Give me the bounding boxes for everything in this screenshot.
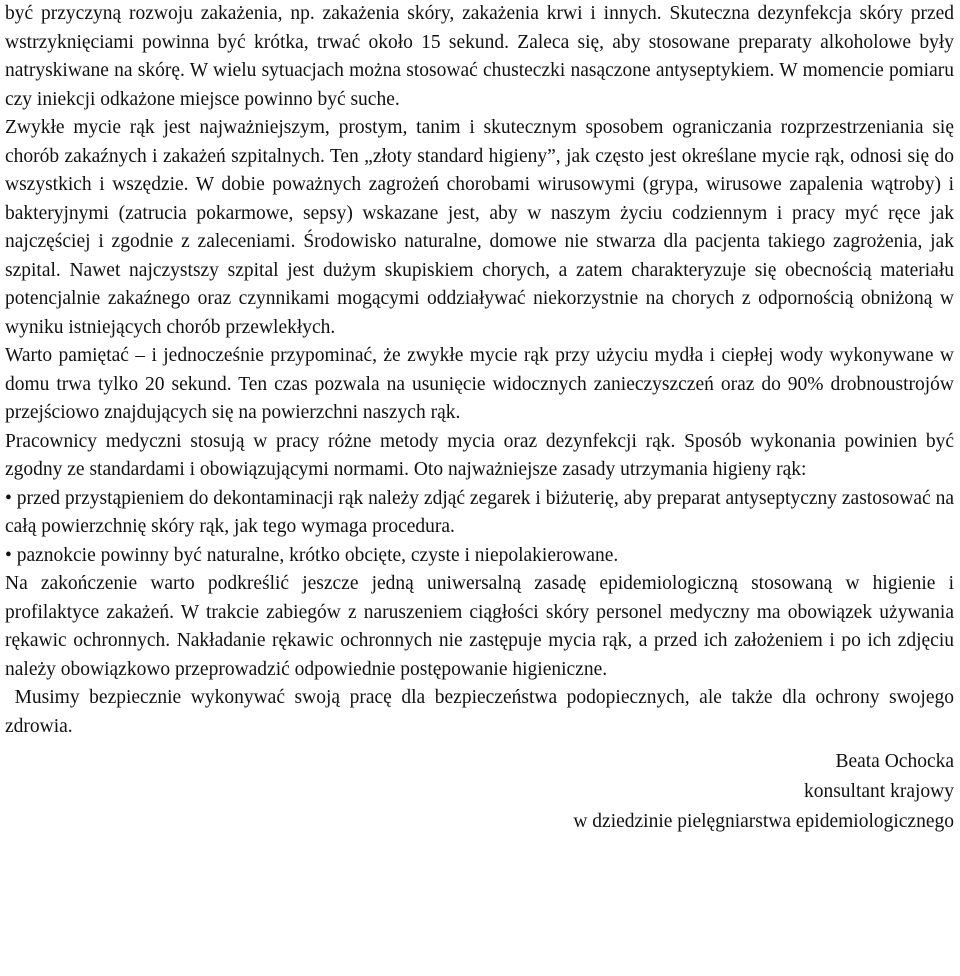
- bullet-item-nails: • paznokcie powinny być naturalne, krótko obcięte, czyste i niepolakierowane.: [5, 544, 619, 566]
- signature-name: Beata Ochocka: [835, 751, 954, 772]
- signature-field: w dziedzinie pielęgniarstwa epidemiologicznego: [573, 811, 954, 832]
- paragraph-wash-duration: Warto pamiętać – i jednocześnie przypominać, że zwykłe mycie rąk przy użyciu mydła i ciepłej wody wykonywane w domu trwa tylko 20 sekund. Ten czas pozwala na usunięcie widocznych zanieczyszczeń oraz do 90% drobnoustrojów przejściowo znajdujących się na powierzchni naszych rąk.: [5, 345, 954, 423]
- paragraph-disinfection: być przyczyną rozwoju zakażenia, np. zakażenia skóry, zakażenia krwi i innych. Skuteczna dezynfekcja skóry przed wstrzyknięciami powinna być krótka, trwać około 15 sekund. Zaleca się, aby stosowane preparaty alkoholowe były natryskiwane na skórę. W wielu sytuacjach można stosować chusteczki nasączone antyseptykiem. W momencie pomiaru czy iniekcji odkażone miejsce powinno być suche.: [5, 3, 954, 110]
- paragraph-closing: Musimy bezpiecznie wykonywać swoją pracę dla bezpieczeństwa podopiecznych, ale także dla ochrony swojego zdrowia.: [5, 687, 959, 737]
- bullet-item-jewelry: • przed przystąpieniem do dekontaminacji rąk należy zdjąć zegarek i biżuterię, aby preparat antyseptyczny zastosować na całą powierzchnię skóry rąk, jak tego wymaga procedura.: [5, 487, 954, 537]
- signature-role: konsultant krajowy: [803, 781, 954, 802]
- paragraph-conclusion: Na zakończenie warto podkreślić jeszcze jedną uniwersalną zasadę epidemiologiczną stosowaną w higienie i profilaktyce zakażeń. W trakcie zabiegów z naruszeniem ciągłości skóry personel medyczny ma obowiązek używania rękawic ochronnych. Nakładanie rękawic ochronnych nie zastępuje mycia rąk, a przed ich założeniem i po ich zdjęciu należy obowiązkowo przeprowadzić odpowiednie postępowanie higieniczne.: [5, 573, 954, 680]
- paragraph-handwashing: Zwykłe mycie rąk jest najważniejszym, prostym, tanim i skutecznym sposobem ograniczania rozprzestrzeniania się chorób zakaźnych i zakażeń szpitalnych. Ten „złoty standard higieny”, jak często jest określane mycie rąk, odnosi się do wszystkich i wszędzie. W dobie poważnych zagrożeń chorobami wirusowymi (grypa, wirusowe zapalenia wątroby) i bakteryjnymi (zatrucia pokarmowe, sepsy) wskazane jest, aby w naszym życiu codziennym i pracy myć ręce jak najczęściej i zgodnie z zaleceniami. Środowisko naturalne, domowe nie stwarza dla pacjenta takiego zagrożenia, jak szpital. Nawet najczystszy szpital jest dużym skupiskiem chorych, a zatem charakteryzuje się obecnością materiału potencjalnie zakaźnego oraz czynnikami mogącymi oddziaływać niekorzystnie na chorych z odpornością obniżoną w wyniku istniejących chorób przewlekłych.: [5, 117, 954, 338]
- signature-block: [5, 747, 954, 837]
- paragraph-medical-staff: Pracownicy medyczni stosują w pracy różne metody mycia oraz dezynfekcji rąk. Sposób wykonania powinien być zgodny ze standardami i obowiązującymi normami. Oto najważniejsze zasady utrzymania higieny rąk:: [5, 430, 954, 480]
